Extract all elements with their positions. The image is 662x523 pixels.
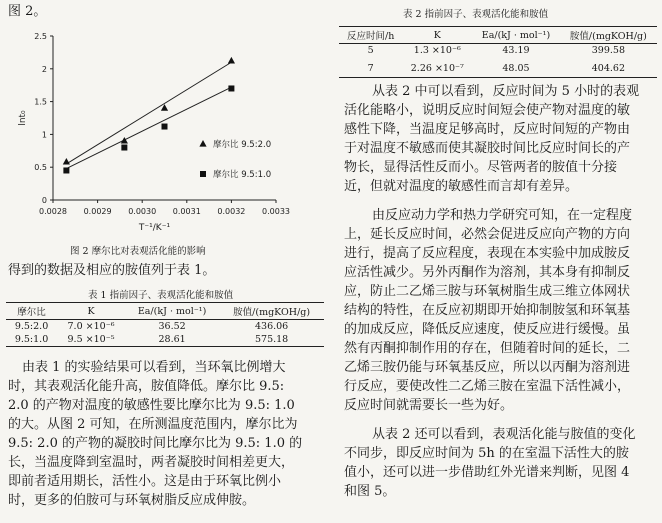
square-point xyxy=(162,124,168,130)
chart-legend xyxy=(199,139,271,180)
left-top-text: 图 2。 xyxy=(8,4,47,19)
square-point xyxy=(121,145,127,151)
table1-cell: 575.18 xyxy=(254,334,289,345)
paragraph-line: 从表 2 还可以看到，表观活化能与胺值的变化 xyxy=(372,427,636,442)
paragraph-line: 然有丙酮抑制作用的存在，但随着时间的延长，二 xyxy=(344,341,631,356)
y-tick-label: 1 xyxy=(41,130,47,140)
table-row xyxy=(339,44,657,58)
table2-cell: 2.26 ×10⁻⁷ xyxy=(410,63,464,74)
table-2 xyxy=(339,26,657,78)
table1-cell: 9.5:1.0 xyxy=(14,334,49,345)
paragraph-line: 2.0 的产物对温度的敏感性要比摩尔比为 9.5: 1.0 xyxy=(8,398,295,413)
paragraph-line: 应活性减少。另外丙酮作为溶剂，其本身有抑制反 xyxy=(344,265,631,280)
table2-header: 胺值/(mgKOH/g) xyxy=(569,31,647,42)
legend-label: 摩尔比 9.5:1.0 xyxy=(213,170,272,180)
table2-header: 反应时间/h xyxy=(347,31,395,42)
table1-header: 胺值/(mgKOH/g) xyxy=(233,307,311,318)
table1-header: Ea/(kJ · mol⁻¹) xyxy=(137,305,207,317)
paragraph-line: 时，更多的伯胺可与环氧树脂反应成伸胺。 xyxy=(8,493,256,508)
paragraph-line: 进行，提高了反应程度，表现在本实验中加成胺反 xyxy=(344,246,631,261)
table2-cell: 5 xyxy=(367,45,374,56)
paragraph-line: 物长，显得活性反而小。尽管两者的胺值十分接 xyxy=(344,160,618,175)
paragraph-line: 的加成反应，降低反应速度，使反应进行缓慢。虽 xyxy=(344,322,631,337)
legend-label: 摩尔比 9.5:2.0 xyxy=(213,140,272,150)
table-row xyxy=(6,333,324,347)
paragraph-line: 行反应，要使改性二乙烯三胺在室温下活性减小， xyxy=(344,379,631,394)
paragraph-line: 上，延长反应时间，必然会促进反应向产物的方向 xyxy=(344,227,631,242)
paragraph-line: 长，当温度降到室温时，两者凝胶时间相差更大， xyxy=(8,455,295,470)
table2-header: K xyxy=(433,29,441,41)
paragraph-line: 时，其表观活化能升高，胺值降低。摩尔比 9.5: xyxy=(8,379,285,394)
table1-cell: 436.06 xyxy=(254,321,289,332)
table2-cell: 399.58 xyxy=(591,45,625,56)
x-tick-label: 0.0032 xyxy=(217,207,246,216)
table-header-row xyxy=(339,27,657,44)
paragraph-line: 由反应动力学和热力学研究可知，在一定程度 xyxy=(372,208,633,223)
chart-axes xyxy=(18,32,290,233)
paragraph-line: 结构的特性，在反应初期即开始抑制胺氢和环氧基 xyxy=(344,303,631,318)
y-tick-label: 1.5 xyxy=(34,97,47,107)
paragraph-line: 和图 5。 xyxy=(344,484,396,499)
paragraph-line: 不同步，即反应时间为 5h 的在室温下活性大的胺 xyxy=(344,446,629,461)
table1-caption: 表 1 指前因子、表观活化能和胺值 xyxy=(88,290,234,301)
x-tick-label: 0.0033 xyxy=(262,207,290,216)
table-1 xyxy=(6,302,324,347)
paragraph-line: 应，防止二乙烯三胺与环氧树脂生成三维立体网状 xyxy=(344,284,631,299)
paragraph-line: 值小，还可以进一步借助红外光谱来判断，见图 4 xyxy=(344,465,630,480)
table1-cell: 36.52 xyxy=(158,321,186,332)
figure-caption: 图 2 摩尔比对表观活化能的影响 xyxy=(70,246,206,257)
left-intro: 得到的数据及相应的胺值列于表 1。 xyxy=(8,263,216,278)
triangle-point xyxy=(121,137,128,144)
table-header-row xyxy=(6,303,324,320)
table2-cell: 1.3 ×10⁻⁶ xyxy=(413,45,461,56)
table2-cell: 43.19 xyxy=(502,45,530,56)
triangle-point xyxy=(228,57,235,64)
table2-cell: 7 xyxy=(367,63,374,74)
figure-2-chart xyxy=(8,26,308,241)
x-tick-label: 0.0030 xyxy=(128,207,157,216)
paragraph-line: 乙烯三胺仍能与环氧基反应，所以以丙酮为溶剂进 xyxy=(344,360,631,375)
legend-marker-triangle xyxy=(199,140,206,147)
paragraph-line: 感性下降，当温度足够高时，反应时间短的产物由 xyxy=(344,122,631,137)
chart-points xyxy=(63,57,235,174)
table2-cell: 48.05 xyxy=(502,63,530,74)
paragraph-line: 于对温度不敏感而使其凝胶时间比反应时间长的产 xyxy=(344,141,631,156)
y-tick-label: 2.5 xyxy=(34,32,47,41)
table2-cell: 404.62 xyxy=(591,63,625,74)
legend-marker-square xyxy=(200,171,206,177)
table-row xyxy=(339,57,657,78)
y-tick-label: 0 xyxy=(41,196,47,205)
chart-fit-lines xyxy=(66,62,231,168)
table1-header: K xyxy=(87,305,95,317)
x-tick-label: 0.0029 xyxy=(83,207,112,216)
table1-cell: 9.5:2.0 xyxy=(14,321,49,332)
y-tick-label: 2 xyxy=(41,64,47,74)
y-tick-label: 0.5 xyxy=(34,163,47,173)
table2-header: Ea/(kJ · mol⁻¹) xyxy=(481,29,551,41)
paragraph-line: 即前者适用期长，活性小。这是由于环氧比例小 xyxy=(8,474,282,489)
table-row xyxy=(6,320,324,334)
square-point xyxy=(63,167,69,173)
paragraph-line: 的大。从图 2 可知，在所测温度范围内，摩尔比为 xyxy=(8,417,298,432)
table1-cell: 28.61 xyxy=(158,334,186,345)
paragraph-line: 反应时间就需要长一些为好。 xyxy=(344,398,514,413)
paragraph-line: 活化能略小，说明反应时间短会使产物对温度的敏 xyxy=(344,103,631,118)
x-tick-label: 0.0031 xyxy=(172,207,201,216)
x-tick-label: 0.0028 xyxy=(39,207,67,216)
table2-caption: 表 2 指前因子、表观活化能和胺值 xyxy=(403,9,549,20)
y-axis-label: lnt₀ xyxy=(18,110,28,126)
paragraph-line: 由表 1 的实验结果可以看到，当环氧比例增大 xyxy=(22,360,286,375)
table1-cell: 7.0 ×10⁻⁶ xyxy=(67,321,115,332)
fit-line xyxy=(66,62,231,164)
paragraph-line: 从表 2 中可以看到，反应时间为 5 小时的表观 xyxy=(372,84,640,99)
fit-line xyxy=(66,87,231,168)
table1-header: 摩尔比 xyxy=(17,307,46,318)
paragraph-line: 9.5: 2.0 的产物的凝胶时间比摩尔比为 9.5: 1.0 的 xyxy=(8,436,303,451)
paragraph-line: 近，但就对温度的敏感性而言却有差异。 xyxy=(344,179,579,194)
table1-cell: 9.5 ×10⁻⁵ xyxy=(67,334,115,345)
square-point xyxy=(228,85,234,91)
triangle-point xyxy=(63,158,70,165)
x-axis-label: T⁻¹/K⁻¹ xyxy=(138,223,171,233)
